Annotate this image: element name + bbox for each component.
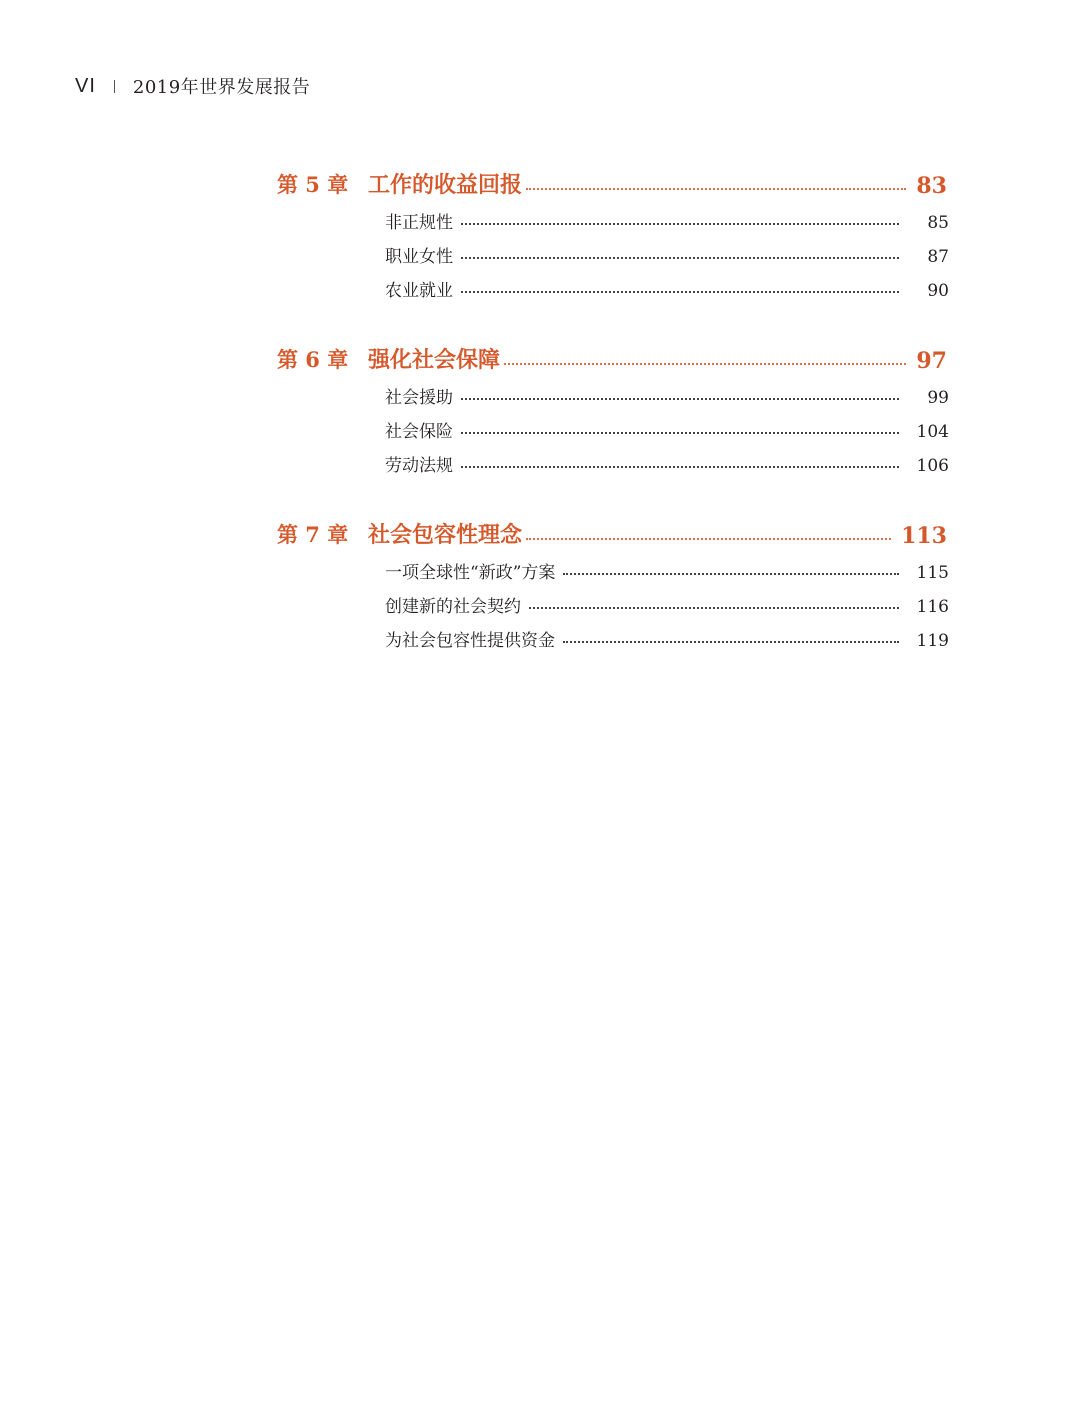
- header-book-title: 2019年世界发展报告: [132, 77, 311, 98]
- section-title: 劳动法规: [385, 456, 453, 476]
- section-entry[interactable]: [385, 583, 947, 617]
- section-title: 为社会包容性提供资金: [385, 631, 555, 651]
- section-entry[interactable]: [385, 617, 947, 651]
- section-page-number: 116: [916, 597, 949, 617]
- dot-leader: [563, 641, 899, 643]
- dot-leader: [461, 432, 899, 434]
- chapter-page-number: 113: [901, 523, 947, 549]
- chapter-entry[interactable]: [277, 340, 947, 374]
- chapter-title: 工作的收益回报: [368, 172, 523, 198]
- header-page-number: VI: [75, 74, 96, 97]
- section-entry[interactable]: [385, 374, 947, 408]
- dot-leader: [504, 363, 906, 365]
- dot-leader: [461, 257, 899, 259]
- section-page-number: 106: [916, 456, 949, 476]
- section-page-number: 85: [927, 213, 949, 233]
- header-divider: [114, 80, 115, 93]
- chapter-title: 强化社会保障: [368, 347, 501, 373]
- chapter-label: 第 7 章: [277, 522, 349, 547]
- section-title: 社会保险: [385, 422, 453, 442]
- section-entry[interactable]: [385, 442, 947, 476]
- dot-leader: [563, 573, 899, 575]
- section-title: 非正规性: [385, 213, 453, 233]
- section-title: 农业就业: [385, 281, 453, 301]
- section-page-number: 115: [916, 563, 949, 583]
- chapter-entry[interactable]: [277, 515, 947, 549]
- dot-leader: [461, 223, 899, 225]
- section-entry[interactable]: [385, 199, 947, 233]
- running-header: [75, 72, 310, 100]
- chapter-entry[interactable]: [277, 165, 947, 199]
- chapter-label: 第 5 章: [277, 172, 349, 197]
- section-page-number: 99: [927, 388, 949, 408]
- dot-leader: [529, 607, 899, 609]
- chapter-label: 第 6 章: [277, 347, 349, 372]
- table-of-contents: [277, 165, 947, 690]
- section-title: 创建新的社会契约: [385, 597, 521, 617]
- section-title: 一项全球性“新政”方案: [385, 563, 556, 583]
- dot-leader: [461, 466, 899, 468]
- chapter-page-number: 83: [916, 173, 947, 199]
- section-entry[interactable]: [385, 267, 947, 301]
- dot-leader: [526, 538, 891, 540]
- dot-leader: [461, 291, 899, 293]
- toc-chapter-5: [277, 165, 947, 301]
- section-page-number: 104: [916, 422, 949, 442]
- section-title: 社会援助: [385, 388, 453, 408]
- section-entry[interactable]: [385, 408, 947, 442]
- section-page-number: 87: [927, 247, 949, 267]
- section-page-number: 119: [916, 631, 949, 651]
- toc-chapter-7: [277, 515, 947, 651]
- section-entry[interactable]: [385, 549, 947, 583]
- dot-leader: [461, 398, 899, 400]
- dot-leader: [526, 188, 906, 190]
- section-title: 职业女性: [385, 247, 453, 267]
- chapter-title: 社会包容性理念: [368, 522, 523, 548]
- toc-chapter-6: [277, 340, 947, 476]
- chapter-page-number: 97: [916, 348, 947, 374]
- section-page-number: 90: [927, 281, 949, 301]
- section-entry[interactable]: [385, 233, 947, 267]
